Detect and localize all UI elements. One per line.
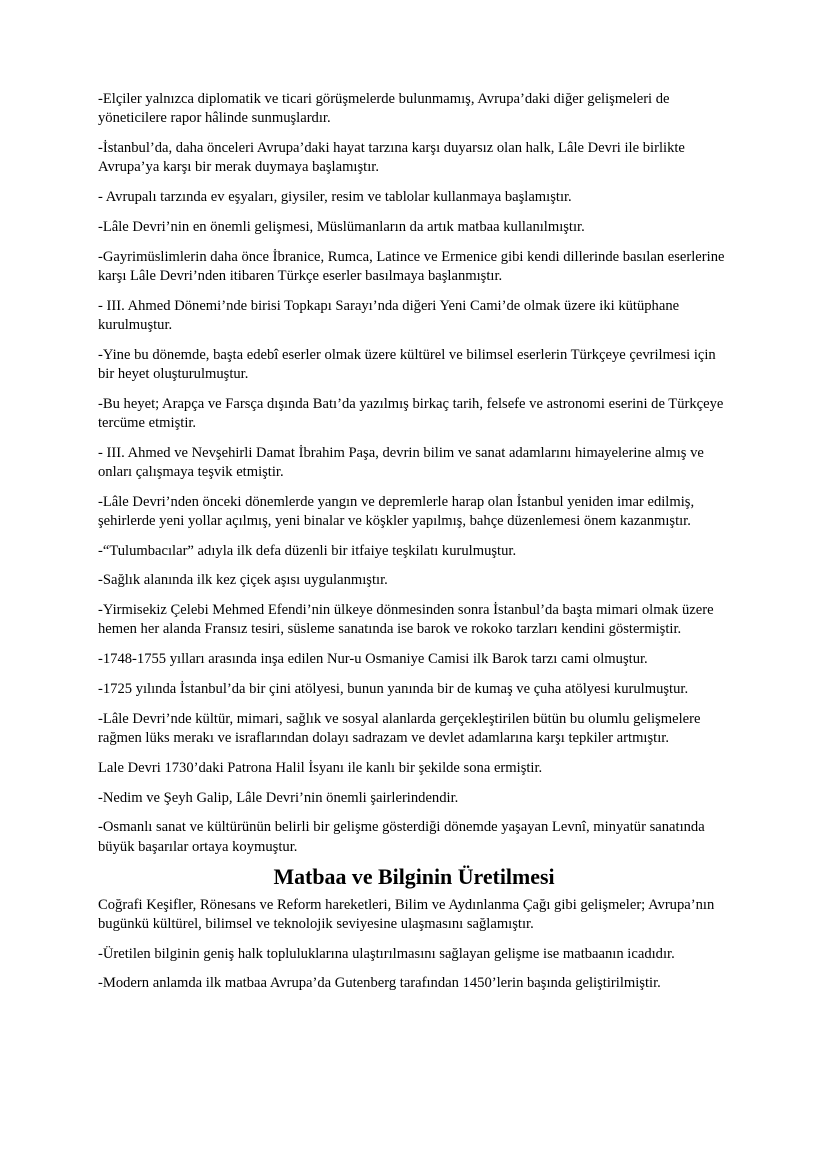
- paragraph: -Osmanlı sanat ve kültürünün belirli bir gelişme gösterdiği dönemde yaşayan Levnî, minyatür sanatında büyük başarılar ortaya koymuştur.: [98, 819, 705, 855]
- paragraph: -Elçiler yalnızca diplomatik ve ticari görüşmelerde bulunmamış, Avrupa’daki diğer gelişmeleri de yöneticilere rapor hâlinde sunmuşlardır.: [98, 91, 670, 127]
- document-page: [98, 90, 730, 1004]
- section-heading: Matbaa ve Bilginin Üretilmesi: [273, 864, 555, 890]
- paragraph: -1748-1755 yılları arasında inşa edilen Nur-u Osmaniye Camisi ilk Barok tarzı cami olmuştur.: [98, 651, 648, 668]
- paragraph: Lale Devri 1730’daki Patrona Halil İsyanı ile kanlı bir şekilde sona ermiştir.: [98, 759, 543, 776]
- paragraph: Coğrafi Keşifler, Rönesans ve Reform hareketleri, Bilim ve Aydınlanma Çağı gibi gelişmeler; Avrupa’nın bugünkü kültürel, bilimsel ve teknolojik seviyesine ulaşmasını sağlamıştır.: [98, 896, 715, 932]
- paragraph: -1725 yılında İstanbul’da bir çini atölyesi, bunun yanında bir de kumaş ve çuha atölyesi kurulmuştur.: [98, 680, 689, 697]
- paragraph: -Üretilen bilginin geniş halk topluluklarına ulaştırılmasını sağlayan gelişme ise matbaanın icadıdır.: [98, 945, 675, 962]
- paragraph: -Lâle Devri’nin en önemli gelişmesi, Müslümanların da artık matbaa kullanılmıştır.: [98, 218, 585, 235]
- paragraph: -Lâle Devri’nden önceki dönemlerde yangın ve depremlerle harap olan İstanbul yeniden imar edilmiş, şehirlerde yeni yollar açılmış, yeni binalar ve köşkler yapılmış, bahçe düzenlemesi önem kazanmıştır.: [98, 493, 695, 529]
- paragraph: - Avrupalı tarzında ev eşyaları, giysiler, resim ve tablolar kullanmaya başlamıştır.: [98, 189, 572, 205]
- paragraph: -İstanbul’da, daha önceleri Avrupa’daki hayat tarzına karşı duyarsız olan halk, Lâle Devri ile birlikte Avrupa’ya karşı bir merak duymaya başlamıştır.: [98, 140, 685, 176]
- paragraph: -Yirmisekiz Çelebi Mehmed Efendi’nin ülkeye dönmesinden sonra İstanbul’da başta mimari olmak üzere hemen her alanda Fransız tesiri, süsleme sanatında ise barok ve rokoko tarzları kendini göstermiştir.: [98, 602, 714, 638]
- paragraph: -Sağlık alanında ilk kez çiçek aşısı uygulanmıştır.: [98, 572, 388, 589]
- paragraph: - III. Ahmed ve Nevşehirli Damat İbrahim Paşa, devrin bilim ve sanat adamlarını himayelerine almış ve onları çalışmaya teşvik etmiştir.: [98, 444, 704, 480]
- paragraph: -Bu heyet; Arapça ve Farsça dışında Batı’da yazılmış birkaç tarih, felsefe ve astronomi eserini de Türkçeye tercüme etmiştir.: [98, 395, 724, 431]
- paragraph: - III. Ahmed Dönemi’nde birisi Topkapı Sarayı’nda diğeri Yeni Cami’de olmak üzere iki kütüphane kurulmuştur.: [98, 297, 680, 333]
- paragraph: -Gayrimüslimlerin daha önce İbranice, Rumca, Latince ve Ermenice gibi kendi dillerinde basılan eserlerine karşı Lâle Devri’nden itibaren Türkçe eserler basılmaya başlanmıştır.: [98, 248, 725, 284]
- paragraph: -Lâle Devri’nde kültür, mimari, sağlık ve sosyal alanlarda gerçekleştirilen bütün bu olumlu gelişmelere rağmen lüks merakı ve israflarından dolayı sadrazam ve devlet adamlarına karşı tepkiler artmıştır.: [98, 710, 701, 746]
- paragraph: -Nedim ve Şeyh Galip, Lâle Devri’nin önemli şairlerindendir.: [98, 789, 459, 806]
- paragraph: -Modern anlamda ilk matbaa Avrupa’da Gutenberg tarafından 1450’lerin başında geliştirilmiştir.: [98, 975, 661, 992]
- paragraph: -“Tulumbacılar” adıyla ilk defa düzenli bir itfaiye teşkilatı kurulmuştur.: [98, 542, 517, 559]
- paragraph: -Yine bu dönemde, başta edebî eserler olmak üzere kültürel ve bilimsel eserlerin Türkçeye çevrilmesi için bir heyet oluşturulmuştur.: [98, 346, 716, 382]
